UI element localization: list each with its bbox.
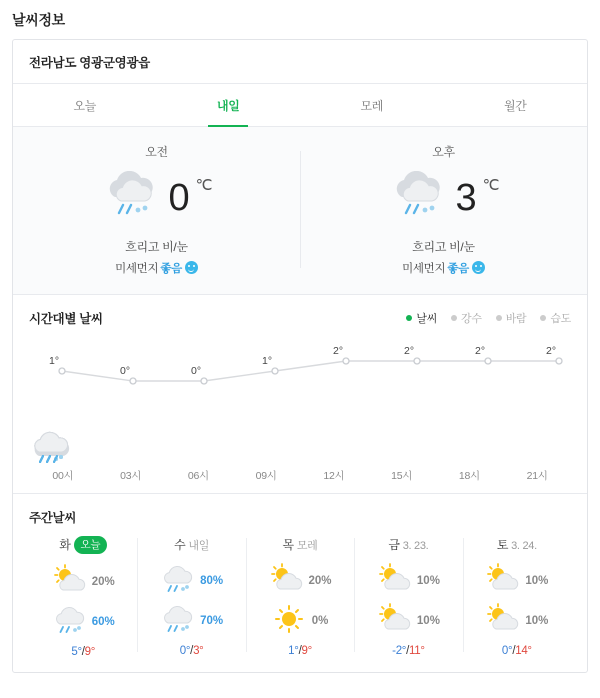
hour-column[interactable] <box>436 428 504 483</box>
week-am-row <box>246 561 354 601</box>
sun-cloud-icon <box>377 563 411 600</box>
week-day-sub: 모레 <box>296 540 318 552</box>
hour-time: 15시 <box>391 470 413 482</box>
legend-weather[interactable] <box>406 310 437 326</box>
hour-temp-7: 2° <box>545 345 557 357</box>
page-title: 날씨정보 <box>12 12 65 28</box>
forecast-pm-unit: ℃ <box>482 177 500 194</box>
smiley-face-icon <box>185 261 198 274</box>
week-pm-row <box>29 602 137 642</box>
dust-value: 좋음 <box>160 263 182 275</box>
rain-snow-icon <box>232 428 300 466</box>
week-am-pct: 20% <box>91 576 115 588</box>
hour-temp-3: 1° <box>261 355 273 367</box>
legend-wind[interactable] <box>496 310 527 326</box>
day-tabs <box>13 84 587 127</box>
week-pm-row <box>354 601 462 641</box>
week-temps: 5°/9° <box>71 646 96 658</box>
tab-day-after[interactable]: 모레 <box>360 99 384 113</box>
forecast-am-unit: ℃ <box>195 177 213 194</box>
week-temps: 0°/3° <box>179 645 204 657</box>
week-pm-row <box>463 601 571 641</box>
legend-dot-icon <box>540 315 546 321</box>
rain-snow-icon <box>165 428 233 466</box>
hour-temp-2: 0° <box>190 365 202 377</box>
week-pm-row <box>137 601 245 641</box>
weekly-title: 주간날씨 <box>29 511 77 525</box>
legend-weather-label: 날씨 <box>416 313 438 325</box>
week-day-header <box>246 536 354 553</box>
forecast-am-desc: 흐리고 비/눈 <box>125 240 188 254</box>
week-temps: -2°/11° <box>392 645 425 657</box>
week-temps: 0°/14° <box>501 645 532 657</box>
week-day-name: 화 <box>59 538 71 552</box>
sun-cloud-icon <box>269 563 303 600</box>
dust-value: 좋음 <box>447 263 469 275</box>
hour-column[interactable] <box>300 428 368 483</box>
forecast-pm-dust <box>300 260 587 276</box>
legend-dot-icon <box>496 315 502 321</box>
week-day-tue[interactable] <box>29 536 137 662</box>
forecast-am <box>13 143 300 276</box>
week-day-wed[interactable] <box>137 536 245 662</box>
hour-time: 03시 <box>120 470 142 482</box>
week-day-sat[interactable] <box>463 536 571 662</box>
forecast-am-period: 오전 <box>145 145 168 159</box>
hour-temp-4: 2° <box>332 345 344 357</box>
dust-label: 미세먼지 <box>402 263 446 275</box>
hour-time: 18시 <box>458 470 480 482</box>
forecast-pm-temp: 3 <box>455 177 477 219</box>
week-low: 0° <box>501 645 513 657</box>
rain-icon <box>368 428 436 466</box>
week-am-row <box>29 562 137 602</box>
hourly-title: 시간대별 날씨 <box>29 312 103 326</box>
today-badge: 오늘 <box>74 536 108 554</box>
hour-column[interactable] <box>165 428 233 483</box>
week-temps: 1°/9° <box>288 645 312 657</box>
rain-snow-icon <box>160 563 194 600</box>
week-am-row <box>463 561 571 601</box>
tab-tomorrow[interactable]: 내일 <box>157 84 301 126</box>
hourly-columns <box>29 428 571 483</box>
hour-temp-6: 2° <box>474 345 486 357</box>
rain-snow-cloud-icon <box>101 171 163 226</box>
week-day-header <box>463 536 571 553</box>
week-day-name: 목 <box>282 538 294 552</box>
week-pm-pct: 70% <box>200 615 224 627</box>
week-am-pct: 10% <box>416 575 440 587</box>
week-day-fri[interactable] <box>354 536 462 662</box>
week-low: 5° <box>71 646 82 658</box>
tab-monthly[interactable]: 월간 <box>503 99 527 113</box>
weather-card <box>12 39 588 673</box>
hour-time: 06시 <box>187 470 209 482</box>
sun-cloud-icon <box>377 603 411 640</box>
forecast-pm <box>300 143 587 276</box>
week-day-date: 3. 23. <box>402 540 429 552</box>
forecast-am-dust <box>13 260 300 276</box>
week-day-header <box>354 536 462 553</box>
week-am-pct: 80% <box>200 575 224 587</box>
week-am-pct: 20% <box>308 575 332 587</box>
week-high: 9° <box>84 646 96 658</box>
sun-cloud-icon <box>485 563 519 600</box>
week-high: 11° <box>409 645 425 657</box>
forecast-am-temp: 0 <box>168 177 190 219</box>
location-header: 전라남도 영광군영광읍 <box>13 40 587 84</box>
legend-humidity-label: 습도 <box>550 313 571 325</box>
hour-column[interactable] <box>97 428 165 483</box>
week-day-name: 수 <box>174 538 186 552</box>
hour-temp-0: 1° <box>48 355 60 367</box>
sun-cloud-icon <box>52 564 86 601</box>
week-pm-pct: 10% <box>416 615 440 627</box>
hour-time: 00시 <box>52 470 74 482</box>
rain-icon <box>300 428 368 466</box>
legend-humidity[interactable] <box>540 310 571 326</box>
hourly-legend <box>406 310 571 326</box>
dust-label: 미세먼지 <box>115 263 159 275</box>
week-pm-pct: 0% <box>311 615 329 627</box>
rain-icon <box>503 428 571 466</box>
rain-snow-cloud-icon <box>388 171 450 226</box>
week-pm-row <box>246 601 354 641</box>
week-low: 0° <box>179 645 191 657</box>
hour-time: 12시 <box>323 470 345 482</box>
legend-dot-icon <box>451 315 457 321</box>
week-am-row <box>354 561 462 601</box>
week-pm-pct: 10% <box>525 615 549 627</box>
week-high: 9° <box>301 645 312 657</box>
week-day-header <box>29 536 137 554</box>
legend-dot-icon <box>406 315 412 321</box>
weekly-section <box>13 494 587 672</box>
hour-column[interactable] <box>503 428 571 483</box>
week-low: -2° <box>392 645 407 657</box>
hour-temp-1: 0° <box>119 365 131 377</box>
hour-column[interactable] <box>368 428 436 483</box>
week-high: 14° <box>515 645 532 657</box>
sun-icon <box>272 603 306 640</box>
week-am-row <box>137 561 245 601</box>
week-day-sub: 내일 <box>188 540 210 552</box>
smiley-face-icon <box>472 261 485 274</box>
rain-snow-icon <box>160 603 194 640</box>
week-day-header <box>137 536 245 553</box>
hourly-chart <box>29 333 571 483</box>
week-day-date: 3. 24. <box>511 540 537 552</box>
weekly-forecast <box>29 526 571 662</box>
rain-icon <box>436 428 504 466</box>
week-day-name: 토 <box>496 538 509 552</box>
week-day-name: 금 <box>388 538 400 552</box>
legend-wind-label: 바람 <box>505 313 527 325</box>
sun-cloud-icon <box>485 603 519 640</box>
hourly-temp-line <box>29 333 597 443</box>
week-am-pct: 10% <box>525 575 549 587</box>
hour-temp-5: 2° <box>403 345 415 357</box>
forecast-pm-desc: 흐리고 비/눈 <box>412 240 475 254</box>
rain-snow-icon <box>97 428 165 466</box>
hour-column[interactable] <box>232 428 300 483</box>
legend-precip[interactable] <box>451 310 482 326</box>
hourly-section <box>13 295 587 494</box>
forecast-pm-period: 오후 <box>432 145 455 159</box>
tab-today[interactable]: 오늘 <box>73 99 97 113</box>
current-forecast <box>13 127 587 295</box>
week-low: 1° <box>288 645 299 657</box>
week-pm-pct: 60% <box>91 616 115 628</box>
hour-time: 09시 <box>255 470 277 482</box>
rain-snow-icon <box>52 604 86 641</box>
legend-precip-label: 강수 <box>461 313 482 325</box>
hour-time: 21시 <box>526 470 548 482</box>
week-high: 3° <box>193 645 204 657</box>
week-day-thu[interactable] <box>246 536 354 662</box>
